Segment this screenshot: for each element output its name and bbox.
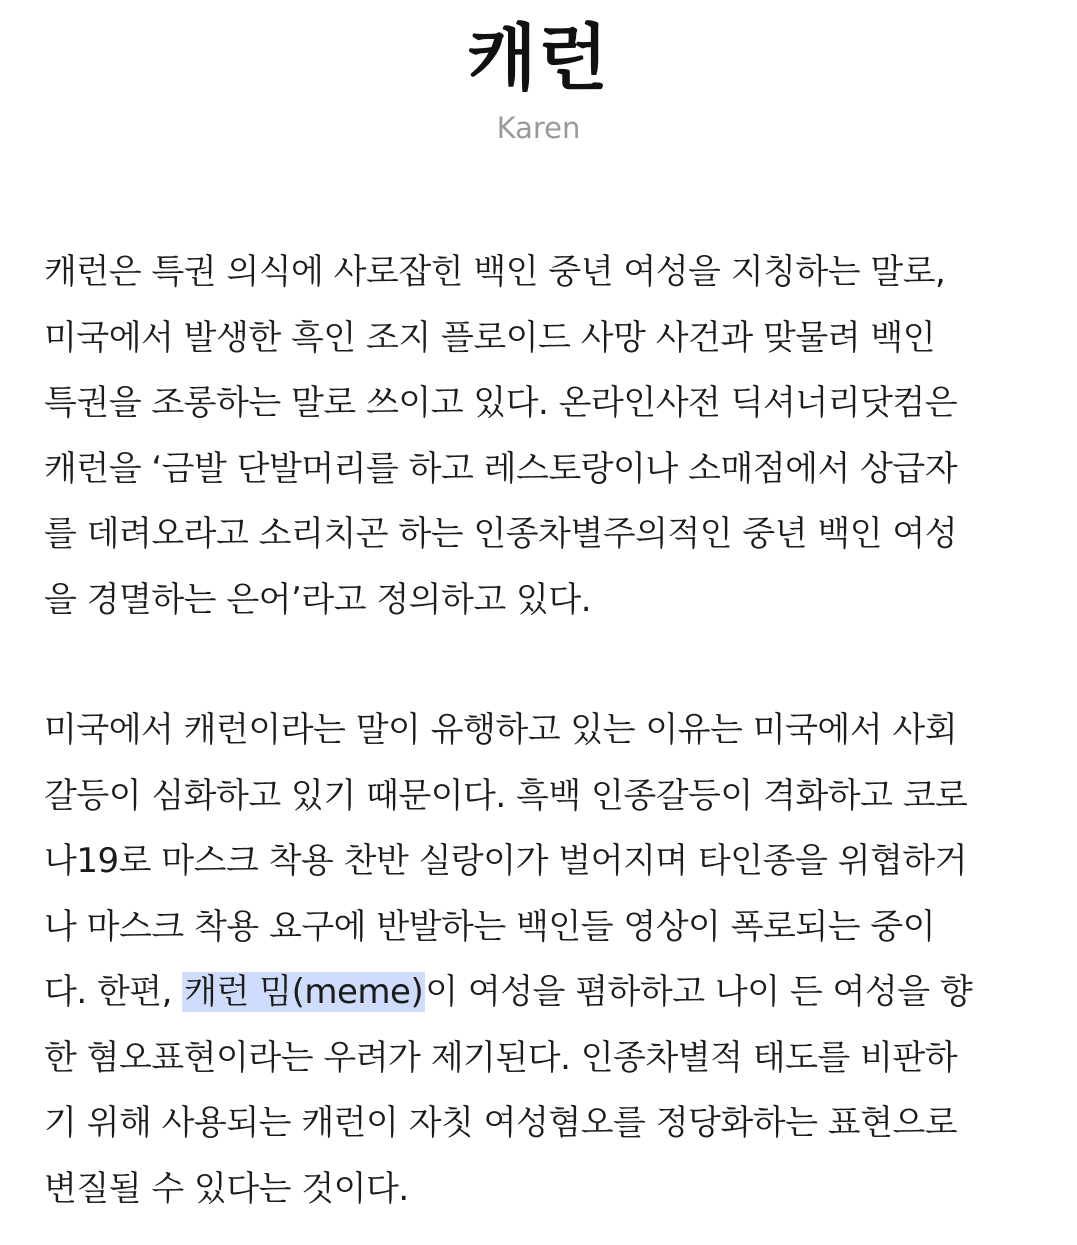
paragraph-line: 미국에서 발생한 흑인 조지 플로이드 사망 사건과 맞물려 백인 xyxy=(44,317,936,358)
paragraph-line-with-highlight xyxy=(44,960,1054,1026)
page-title: 캐런 xyxy=(466,16,611,100)
line-text-after: 이 여성을 폄하하고 나이 든 여성을 향 xyxy=(425,972,973,1012)
selected-text-highlight[interactable]: 캐런 밈(meme) xyxy=(184,972,424,1012)
paragraph-line: 을 경멸하는 은어’라고 정의하고 있다. xyxy=(44,579,592,620)
paragraph-line: 나19로 마스크 착용 찬반 실랑이가 벌어지며 타인종을 위협하거 xyxy=(44,841,968,881)
paragraph-line: 특권을 조롱하는 말로 쓰이고 있다. 온라인사전 딕셔너리닷컴은 xyxy=(44,383,958,423)
paragraph-line: 나 마스크 착용 요구에 반발하는 백인들 영상이 폭로되는 중이 xyxy=(44,906,936,947)
paragraph-line: 기 위해 사용되는 캐런이 자칫 여성혐오를 정당화하는 표현으로 xyxy=(44,1103,958,1143)
paragraph-line: 변질될 수 있다는 것이다. xyxy=(44,1168,409,1209)
paragraph-line: 를 데려오라고 소리치곤 하는 인종차별주의적인 중년 백인 여성 xyxy=(44,514,958,554)
line-text-before: 다. 한편, xyxy=(44,972,183,1012)
paragraph-line: 캐런을 ‘금발 단발머리를 하고 레스토랑이나 소매점에서 상급자 xyxy=(44,448,958,489)
paragraph-1 xyxy=(44,240,1054,633)
paragraph-line: 캐런은 특권 의식에 사로잡힌 백인 중년 여성을 지칭하는 말로, xyxy=(44,252,946,292)
page-subtitle: Karen xyxy=(496,111,581,145)
paragraph-line: 갈등이 심화하고 있기 때문이다. 흑백 인종갈등이 격화하고 코로 xyxy=(44,775,968,816)
paragraph-line: 미국에서 캐런이라는 말이 유행하고 있는 이유는 미국에서 사회 xyxy=(44,710,958,750)
paragraph-2 xyxy=(44,698,1054,1222)
paragraph-line: 한 혐오표현이라는 우려가 제기된다. 인종차별적 태도를 비판하 xyxy=(44,1037,958,1078)
